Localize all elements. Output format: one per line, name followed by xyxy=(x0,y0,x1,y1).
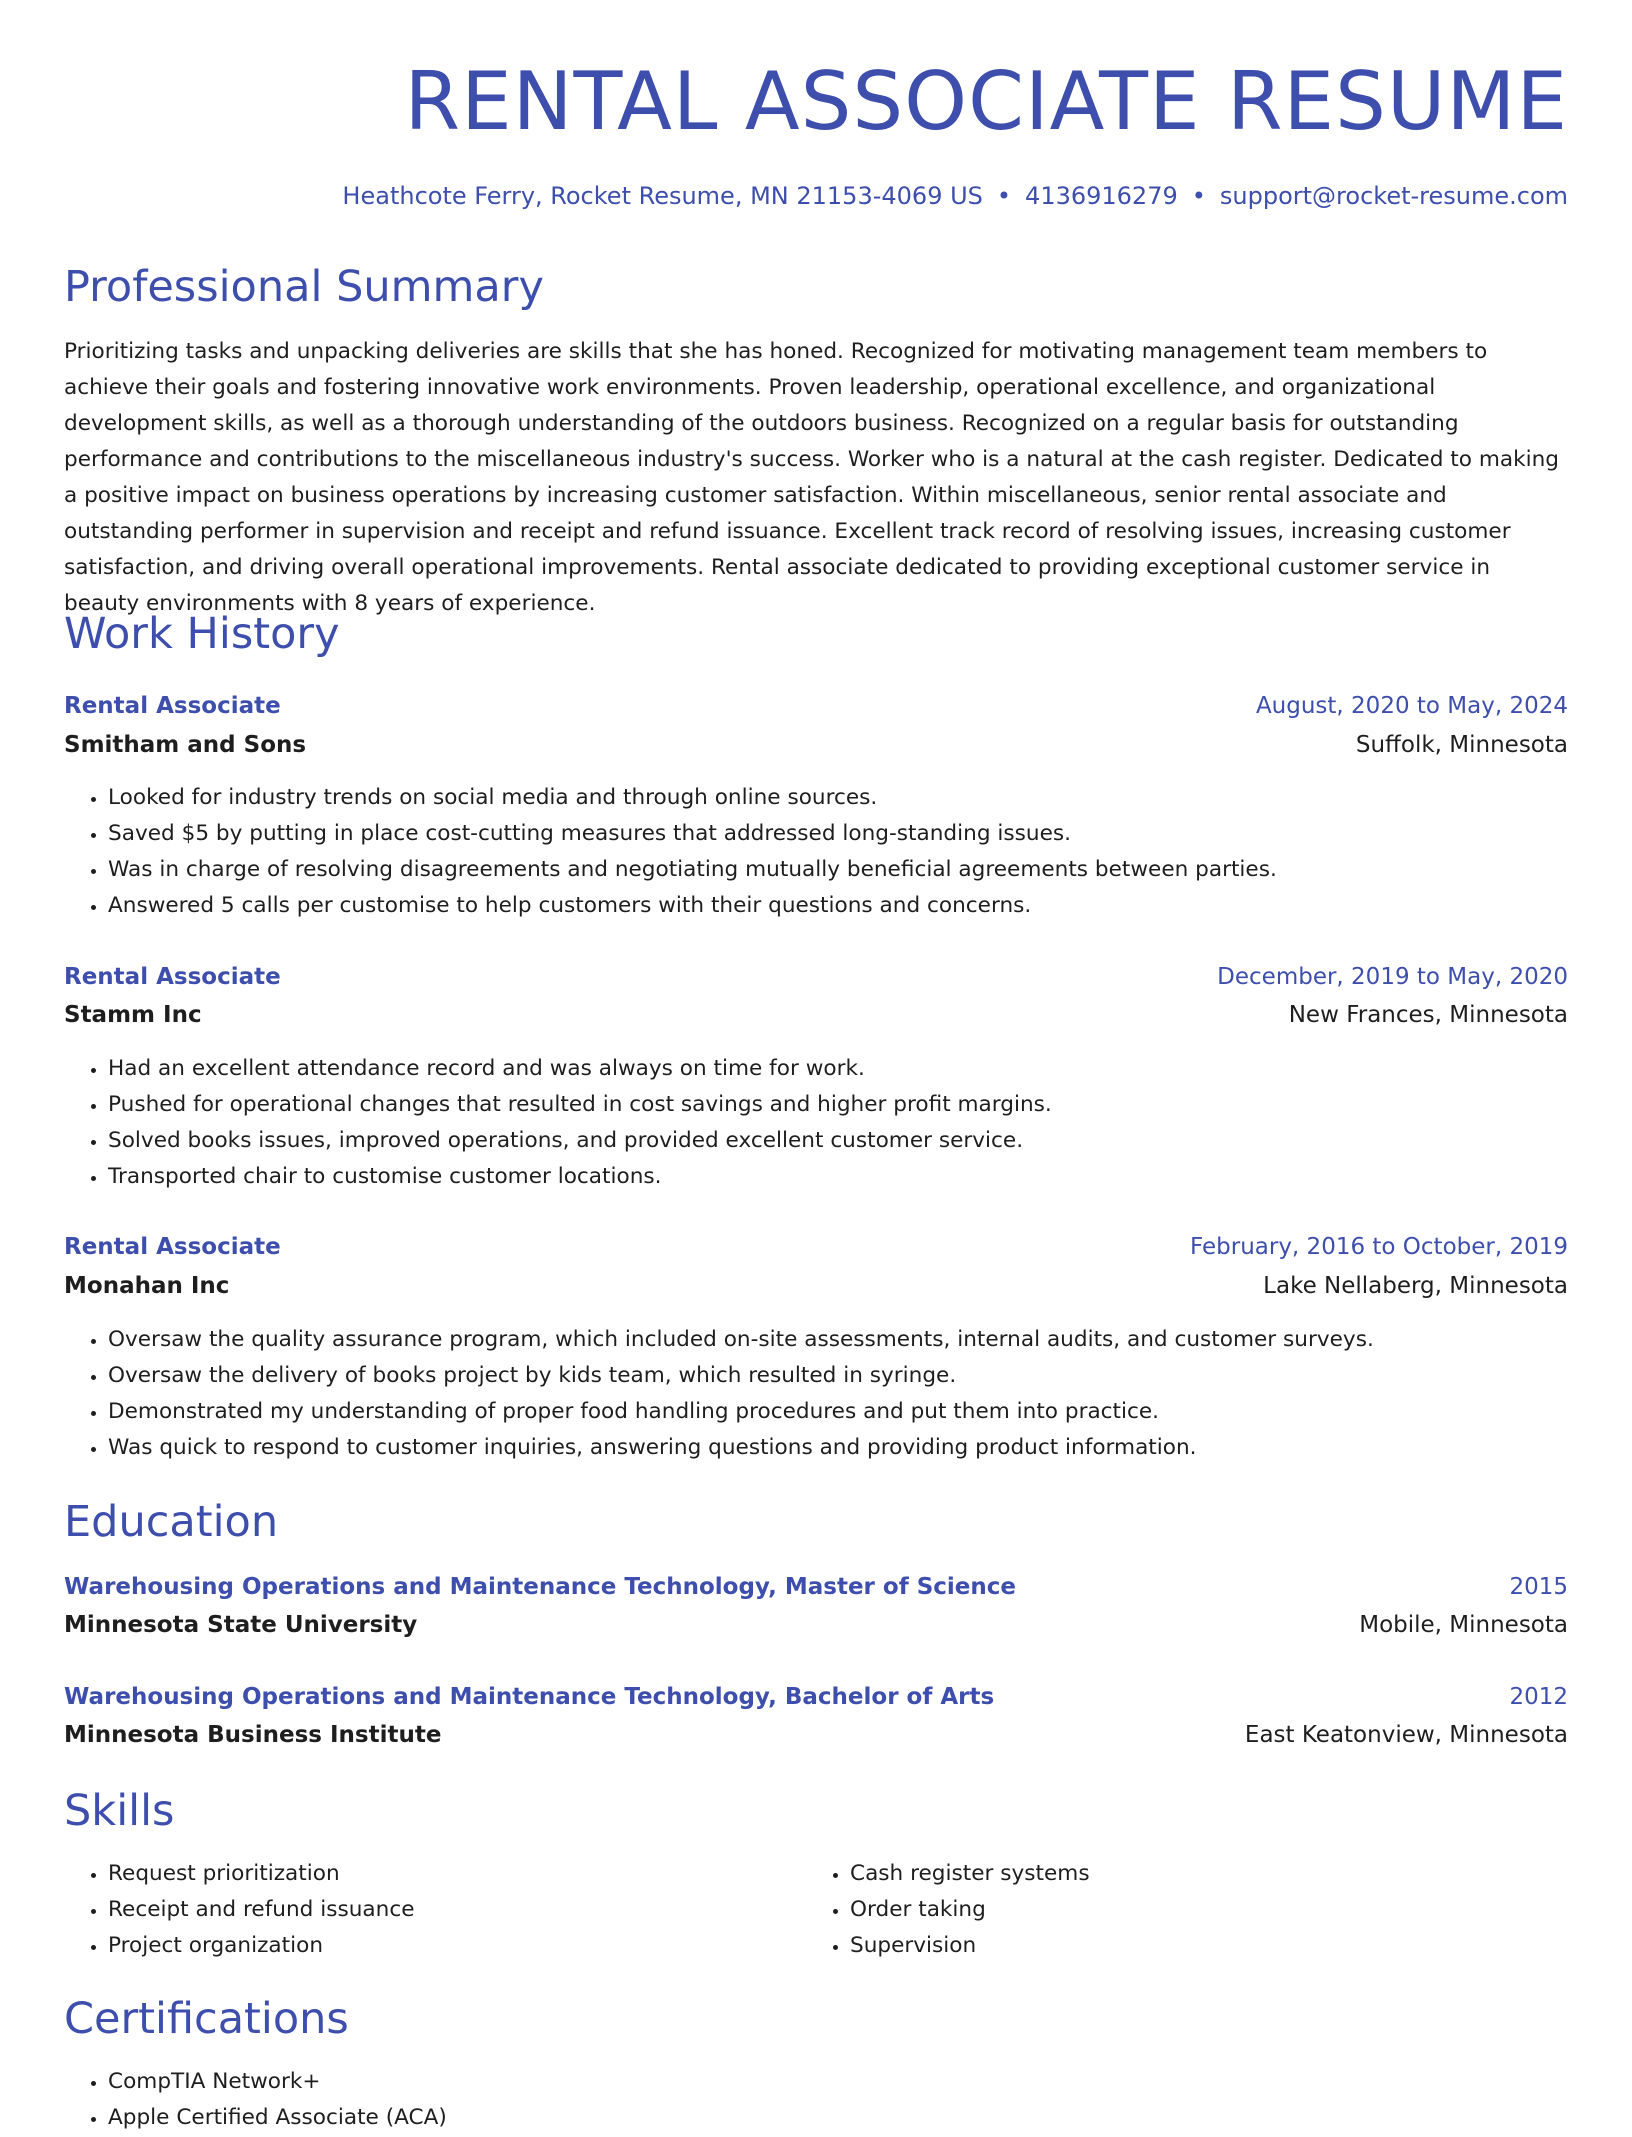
education-location: Mobile, Minnesota xyxy=(1359,1612,1568,1638)
job-company: Stamm Inc xyxy=(64,1002,202,1028)
section-title-certifications: Certifications xyxy=(64,1994,349,2044)
list-item: • Solved books issues, improved operations, and provided excellent customer service. xyxy=(108,1123,1568,1159)
job-header xyxy=(64,1229,1568,1265)
list-item: • Apple Certified Associate (ACA) xyxy=(108,2100,1568,2136)
contact-line xyxy=(342,180,1568,212)
education-school-row xyxy=(64,1607,1568,1643)
section-title-work-history: Work History xyxy=(64,609,340,659)
list-item: • Saved $5 by putting in place cost-cutting measures that addressed long-standing issues. xyxy=(108,816,1568,852)
contact-email[interactable]: support@rocket-resume.com xyxy=(1219,182,1568,210)
list-item: • Was quick to respond to customer inquiries, answering questions and providing product information. xyxy=(108,1430,1568,1466)
list-item: • Transported chair to customise customer locations. xyxy=(108,1159,1568,1195)
list-item: • Answered 5 calls per customise to help customers with their questions and concerns. xyxy=(108,888,1568,924)
job-header xyxy=(64,959,1568,995)
job-location: New Frances, Minnesota xyxy=(1288,1002,1568,1028)
job-bullets xyxy=(64,1051,1568,1195)
certifications-list xyxy=(64,2064,1568,2136)
list-item: • Supervision xyxy=(850,1928,1632,1964)
job-header xyxy=(64,688,1568,724)
list-item: • Order taking xyxy=(850,1892,1632,1928)
list-item: • Looked for industry trends on social media and through online sources. xyxy=(108,780,1568,816)
education-header xyxy=(64,1569,1568,1605)
job-dates: August, 2020 to May, 2024 xyxy=(1255,693,1568,719)
list-item: • Request prioritization xyxy=(108,1856,1568,1892)
job-dates: December, 2019 to May, 2020 xyxy=(1217,964,1568,990)
education-location: East Keatonview, Minnesota xyxy=(1244,1722,1568,1748)
resume-title: RENTAL ASSOCIATE RESUME xyxy=(404,55,1568,148)
list-item: • Project organization xyxy=(108,1928,1568,1964)
list-item: • Pushed for operational changes that resulted in cost savings and higher profit margins. xyxy=(108,1087,1568,1123)
job-company: Smitham and Sons xyxy=(64,732,307,758)
list-item: • Oversaw the delivery of books project by kids team, which resulted in syringe. xyxy=(108,1358,1568,1394)
list-item: • Was in charge of resolving disagreements and negotiating mutually beneficial agreements between parties. xyxy=(108,852,1568,888)
list-item: • Receipt and refund issuance xyxy=(108,1892,1568,1928)
contact-separator: • xyxy=(1191,182,1206,210)
contact-phone: 4136916279 xyxy=(1025,182,1178,210)
education-school: Minnesota State University xyxy=(64,1612,418,1638)
education-school: Minnesota Business Institute xyxy=(64,1722,442,1748)
job-employer-row xyxy=(64,997,1568,1033)
education-year: 2015 xyxy=(1509,1574,1568,1600)
contact-separator: • xyxy=(996,182,1012,210)
education-header xyxy=(64,1679,1568,1715)
education-school-row xyxy=(64,1717,1568,1753)
section-title-education: Education xyxy=(64,1497,279,1547)
job-dates: February, 2016 to October, 2019 xyxy=(1190,1234,1568,1260)
section-title-summary: Professional Summary xyxy=(64,262,544,312)
list-item: • CompTIA Network+ xyxy=(108,2064,1568,2100)
skills-list-right xyxy=(806,1856,1632,1964)
section-title-skills: Skills xyxy=(64,1786,175,1836)
education-degree: Warehousing Operations and Maintenance Technology, Master of Science xyxy=(64,1574,1017,1600)
contact-address: Heathcote Ferry, Rocket Resume, MN 21153-4069 US xyxy=(342,182,983,210)
job-bullets xyxy=(64,780,1568,924)
list-item: • Oversaw the quality assurance program, which included on-site assessments, internal audits, and customer surveys. xyxy=(108,1322,1568,1358)
list-item: • Demonstrated my understanding of proper food handling procedures and put them into practice. xyxy=(108,1394,1568,1430)
job-title: Rental Associate xyxy=(64,693,281,719)
list-item: • Had an excellent attendance record and was always on time for work. xyxy=(108,1051,1568,1087)
job-location: Lake Nellaberg, Minnesota xyxy=(1263,1273,1568,1299)
job-bullets xyxy=(64,1322,1568,1466)
summary-text: Prioritizing tasks and unpacking deliveries are skills that she has honed. Recognized for motivating management team members to achieve their goals and fostering innovative work environments. Proven leadership, operational excellence, and organizational development skills, as well as a thorough understanding of the outdoors business. Recognized on a regular basis for outstanding performance and contributions to the miscellaneous industry's success. Worker who is a natural at the cash register. Dedicated to making a positive impact on business operations by increasing customer satisfaction. Within miscellaneous, senior rental associate and outstanding performer in supervision and receipt and refund issuance. Excellent track record of resolving issues, increasing customer satisfaction, and driving overall operational improvements. Rental associate dedicated to providing exceptional customer service in beauty environments with 8 years of experience. xyxy=(64,339,1559,616)
education-year: 2012 xyxy=(1509,1684,1568,1710)
job-title: Rental Associate xyxy=(64,964,281,990)
list-item: • Cash register systems xyxy=(850,1856,1632,1892)
job-employer-row xyxy=(64,727,1568,763)
job-title: Rental Associate xyxy=(64,1234,281,1260)
job-location: Suffolk, Minnesota xyxy=(1355,732,1568,758)
education-degree: Warehousing Operations and Maintenance Technology, Bachelor of Arts xyxy=(64,1684,995,1710)
job-employer-row xyxy=(64,1268,1568,1304)
job-company: Monahan Inc xyxy=(64,1273,230,1299)
